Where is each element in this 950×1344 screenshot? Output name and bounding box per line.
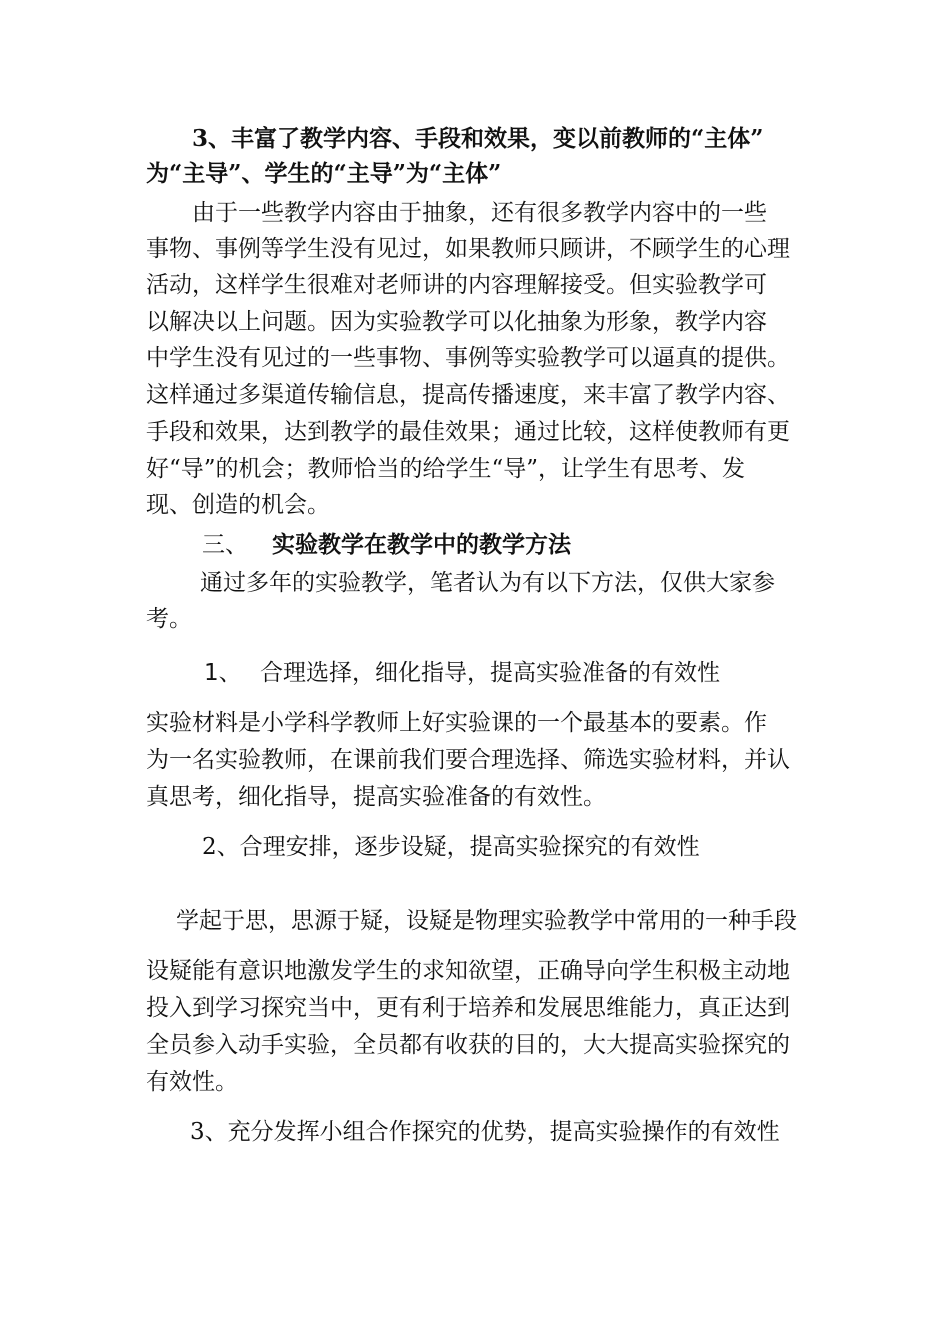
method-1-title: 合理选择，细化指导，提高实验准备的有效性 [260, 660, 720, 686]
method-1-body-line: 实验材料是小学科学教师上好实验课的一个最基本的要素。作 [146, 710, 767, 736]
section-heading: 实验教学在教学中的教学方法 [272, 531, 571, 558]
intro-line: 考。 [146, 606, 192, 632]
paragraph-line: 这样通过多渠道传输信息，提高传播速度，来丰富了教学内容、 [146, 382, 790, 408]
method-1-body-line: 真思考，细化指导，提高实验准备的有效性。 [146, 784, 606, 810]
intro-line: 通过多年的实验教学，笔者认为有以下方法，仅供大家参 [200, 570, 775, 596]
method-2-body-line: 投入到学习探究当中，更有利于培养和发展思维能力，真正达到 [146, 995, 790, 1021]
method-1-number: 1、 [204, 660, 242, 686]
method-2-body-line: 全员参入动手实验，全员都有收获的目的，大大提高实验探究的 [146, 1032, 790, 1058]
section-heading-number: 三、 [202, 532, 248, 558]
method-3-title: 3、充分发挥小组合作探究的优势，提高实验操作的有效性 [190, 1119, 780, 1145]
method-2-body-line: 设疑能有意识地激发学生的求知欲望，正确导向学生积极主动地 [146, 958, 790, 984]
section-title-line-1: 3、丰富了教学内容、手段和效果，变以前教师的“主体” [192, 125, 764, 152]
paragraph-line: 以解决以上问题。因为实验教学可以化抽象为形象，教学内容 [146, 309, 767, 335]
paragraph-line: 现、创造的机会。 [146, 492, 330, 518]
method-2-body-line: 学起于思，思源于疑，设疑是物理实验教学中常用的一种手段 [176, 908, 797, 934]
paragraph-line: 由于一些教学内容由于抽象，还有很多教学内容中的一些 [192, 200, 767, 226]
method-2-body-line: 有效性。 [146, 1069, 238, 1095]
section-title-line-2: 为“主导”、学生的“主导”为“主体” [146, 160, 502, 187]
paragraph-line: 手段和效果，达到教学的最佳效果；通过比较，这样使教师有更 [146, 419, 790, 445]
paragraph-line: 活动，这样学生很难对老师讲的内容理解接受。但实验教学可 [146, 272, 767, 298]
paragraph-line: 好“导”的机会；教师恰当的给学生“导”，让学生有思考、发 [146, 456, 746, 482]
paragraph-line: 事物、事例等学生没有见过，如果教师只顾讲，不顾学生的心理 [146, 236, 790, 262]
method-1-body-line: 为一名实验教师，在课前我们要合理选择、筛选实验材料，并认 [146, 747, 790, 773]
paragraph-line: 中学生没有见过的一些事物、事例等实验教学可以逼真的提供。 [146, 345, 790, 371]
method-2-title: 2、合理安排，逐步设疑，提高实验探究的有效性 [202, 834, 700, 860]
